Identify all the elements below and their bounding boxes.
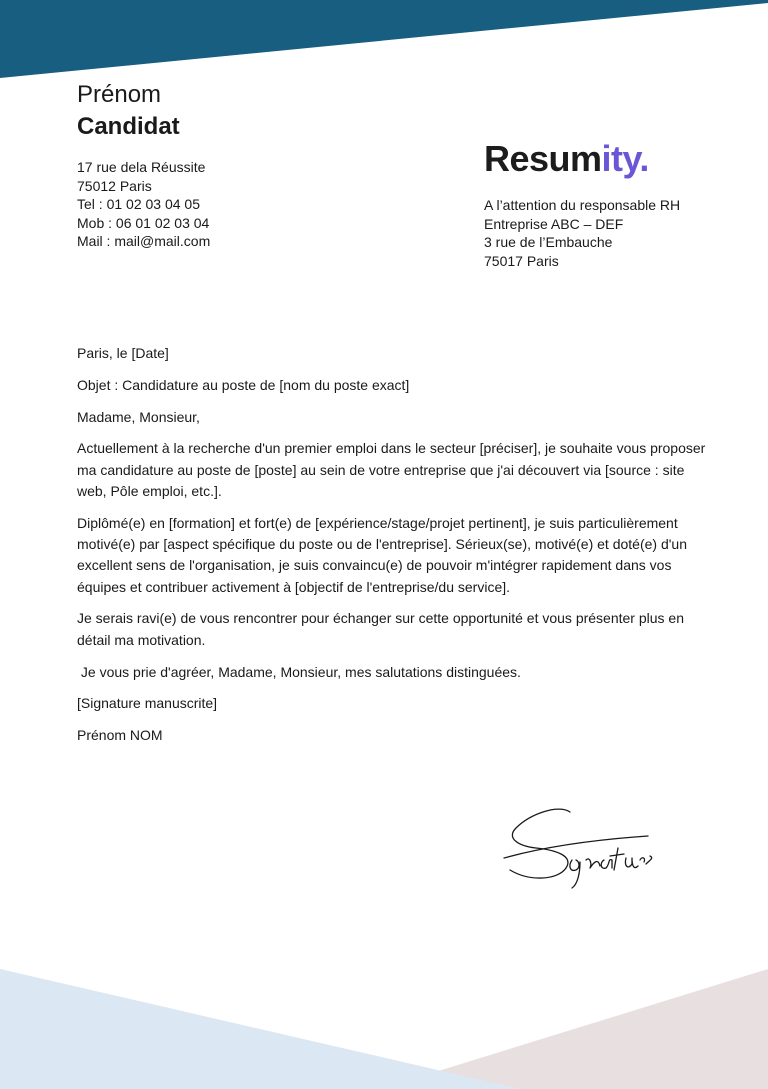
top-banner: [0, 0, 768, 80]
sender-contact-block: [77, 158, 210, 251]
logo-accent-text: ity.: [601, 138, 649, 179]
recipient-company: Entreprise ABC – DEF: [484, 215, 624, 232]
letter-paragraph-3: Je serais ravi(e) de vous rencontrer pour échanger sur cette opportunité et vous présenter plus en détail ma motivation.: [77, 610, 684, 648]
letter-salutation: Madame, Monsieur,: [77, 408, 200, 425]
letter-subject: Objet : Candidature au poste de [nom du poste exact]: [77, 376, 410, 393]
letter-closing: Je vous prie d'agréer, Madame, Monsieur, mes salutations distinguées.: [77, 663, 521, 680]
recipient-city: 75017 Paris: [484, 252, 559, 269]
resumity-logo: [484, 138, 649, 180]
last-name: Candidat: [77, 113, 180, 140]
signer-name: Prénom NOM: [77, 727, 163, 744]
bottom-banner: [0, 969, 768, 1089]
sender-street: 17 rue dela Réussite: [77, 159, 206, 175]
letter-date: Paris, le [Date]: [77, 345, 169, 361]
sender-city: 75012 Paris: [77, 177, 152, 194]
recipient-street: 3 rue de l’Embauche: [484, 234, 613, 251]
letter-paragraph-1: Actuellement à la recherche d'un premier emploi dans le secteur [préciser], je souhaite vous proposer ma candidature au poste de [poste] au sein de votre entreprise que j'ai découvert via [source : site web, Pôle emploi, etc.].: [77, 440, 706, 499]
sender-email: Mail : mail@mail.com: [77, 233, 211, 250]
logo-main-text: Resum: [484, 138, 602, 179]
letter-paragraph-2: Diplômé(e) en [formation] et fort(e) de [expérience/stage/projet pertinent], je suis particulièrement motivé(e) par [aspect spécifique du poste ou de l'entreprise]. Sérieux(se), motivé(e) et doté(e) d'un excellent sens de l'organisation, je suis convaincu(e) de pouvoir m'intégrer rapidement dans vos équipes et contribuer activement à [objectif de l'entreprise/du service].: [77, 514, 687, 595]
first-name: Prénom: [77, 81, 162, 108]
recipient-attention: A l’attention du responsable RH: [484, 197, 681, 213]
handwritten-signature: [500, 800, 655, 895]
sender-mobile: Mob : 06 01 02 03 04: [77, 214, 210, 231]
recipient-block: [484, 196, 680, 270]
candidate-name: [77, 80, 180, 142]
sender-phone: Tel : 01 02 03 04 05: [77, 196, 200, 213]
letter-body: [77, 343, 707, 757]
signature-placeholder: [Signature manuscrite]: [77, 695, 218, 712]
